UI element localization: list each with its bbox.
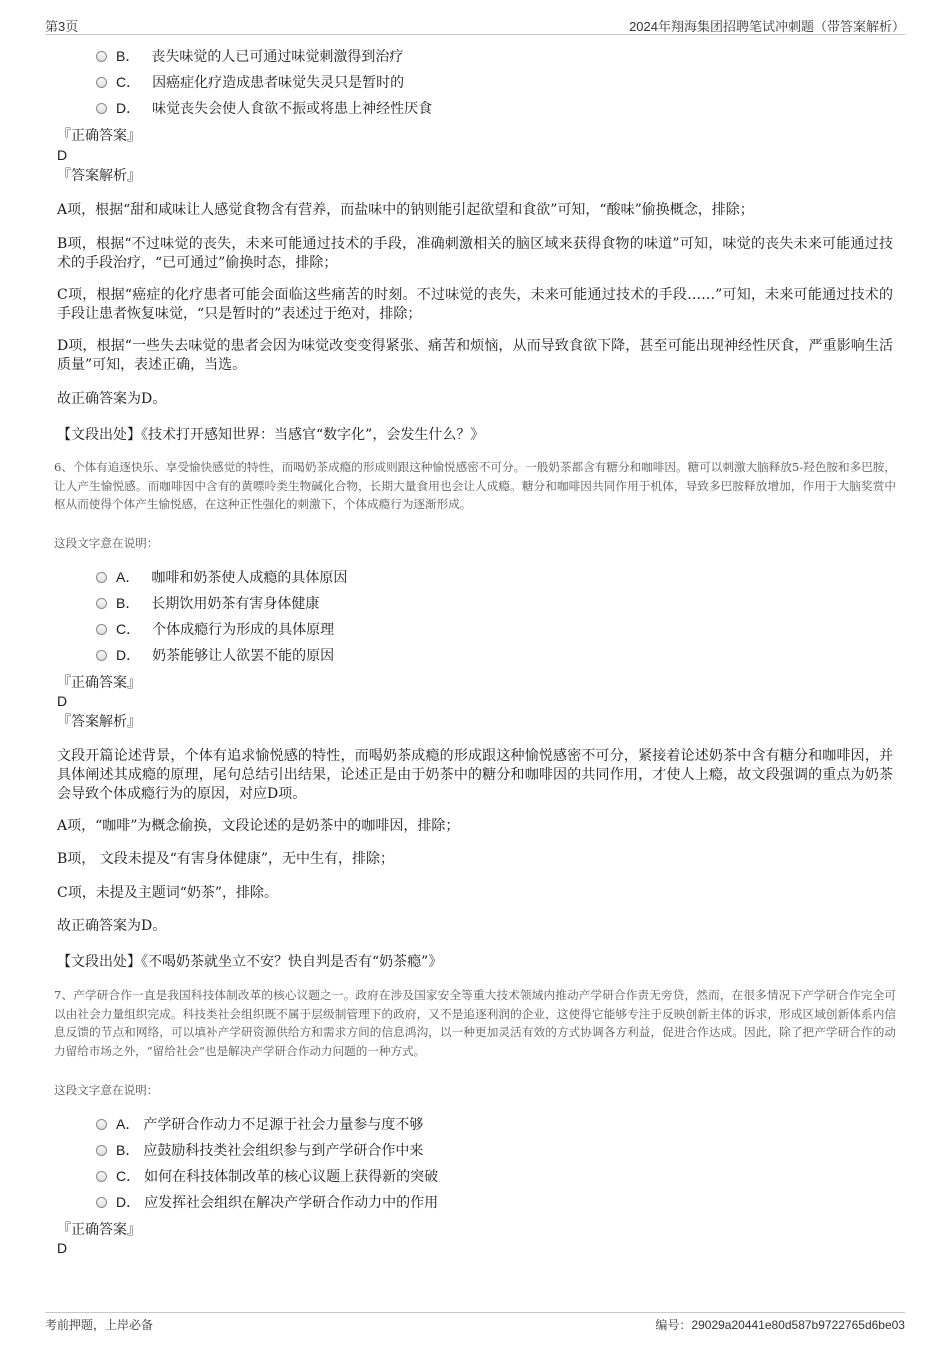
radio-icon[interactable] <box>96 77 107 88</box>
q6-stem: 6、个体有追逐快乐、享受愉快感觉的特性，而喝奶茶成瘾的形成则跟这种愉悦感密不可分。一般奶茶都含有糖分和咖啡因。糖可以刺激大脑释放5-羟色胺和多巴胺，让人产生愉悦感。而咖啡因中含有的黄嘌呤类生物碱化合物，长期大量食用也会让人成瘾。糖分和咖啡因共同作用于机体，导致多巴胺释放增加，作用于大脑奖赏中枢从而使得个体产生愉悦感，在这种正性强化的刺激下，个体成瘾行为逐渐形成。 <box>54 460 896 511</box>
q5-option-d[interactable]: D． 味觉丧失会使人食欲不振或将患上神经性厌食 <box>96 98 432 119</box>
q5-conclusion: 故正确答案为D。 <box>57 391 167 407</box>
q5-option-c[interactable]: C． 因癌症化疗造成患者味觉失灵只是暂时的 <box>96 72 404 93</box>
radio-icon[interactable] <box>96 598 107 609</box>
q7-stem: 7、产学研合作一直是我国科技体制改革的核心议题之一。政府在涉及国家安全等重大技术领域内推动产学研合作责无旁贷，然而，在很多情况下产学研合作完全可以由社会力量组织完成。科技类社会组织既不属于层级制管理下的政府，又不是追逐利润的企业，这使得它能够专注于反映创新主体的诉求，形成区域创新体系内信息反馈的节点和网络，可以填补产学研资源供给方和需求方间的信息鸿沟，以一种更加灵活有效的方式协调各方利益，促进合作达成。因此，除了把产学研合作的动力留给市场之外，“留给社会”也是解决产学研合作动力问题的一种方式。 <box>54 988 896 1058</box>
page-header <box>45 14 905 35</box>
radio-icon[interactable] <box>96 1171 107 1182</box>
q6-option-b[interactable]: B． 长期饮用奶茶有害身体健康 <box>96 593 319 614</box>
q7-option-d[interactable]: D． 应发挥社会组织在解决产学研合作动力中的作用 <box>96 1192 438 1213</box>
q7-answer: D <box>57 1240 68 1256</box>
q5-source: 【文段出处】《技术打开感知世界：当感官“数字化”，会发生什么？》 <box>57 427 485 443</box>
q6-option-a[interactable]: A． 咖啡和奶茶使人成瘾的具体原因 <box>96 567 347 588</box>
q6-option-c[interactable]: C． 个体成瘾行为形成的具体原理 <box>96 619 334 640</box>
q7-option-b[interactable]: B． 应鼓励科技类社会组织参与到产学研合作中来 <box>96 1140 423 1161</box>
q6-answer: D <box>57 693 68 709</box>
q7-prompt: 这段文字意在说明： <box>54 1083 159 1097</box>
q6-analysis-c: C项，未提及主题词“奶茶”，排除。 <box>57 885 279 901</box>
page-number: 第3页 <box>45 19 79 34</box>
q6-answer-label: 『正确答案』 <box>57 675 141 691</box>
q6-analysis-a: A项，“咖啡”为概念偷换，文段论述的是奶茶中的咖啡因，排除； <box>57 818 460 834</box>
radio-icon[interactable] <box>96 1197 107 1208</box>
document-title: 2024年翔海集团招聘笔试冲刺题（带答案解析） <box>629 19 905 34</box>
page-footer <box>45 1312 905 1335</box>
radio-icon[interactable] <box>96 103 107 114</box>
q5-analysis-b: B项，根据“不过味觉的丧失，未来可能通过技术的手段，准确刺激相关的脑区域来获得食物的味道”可知，味觉的丧失未来可能通过技术的手段治疗，“已可通过”偷换时态，排除； <box>57 236 893 271</box>
q7-option-c[interactable]: C． 如何在科技体制改革的核心议题上获得新的突破 <box>96 1166 438 1187</box>
q5-analysis-a: A项，根据“甜和咸味让人感觉食物含有营养，而盐味中的钠则能引起欲望和食欲”可知，“酸味”偷换概念，排除； <box>57 202 754 218</box>
q5-analysis-d: D项，根据“一些失去味觉的患者会因为味觉改变变得紧张、痛苦和烦恼，从而导致食欲下降，甚至可能出现神经性厌食，严重影响生活质量”可知，表述正确，当选。 <box>57 338 893 373</box>
q6-option-d[interactable]: D． 奶茶能够让人欲罢不能的原因 <box>96 645 334 666</box>
q6-analysis-b: B项， 文段未提及“有害身体健康”，无中生有，排除； <box>57 851 395 867</box>
q6-prompt: 这段文字意在说明： <box>54 536 159 550</box>
radio-icon[interactable] <box>96 1119 107 1130</box>
radio-icon[interactable] <box>96 1145 107 1156</box>
q6-source: 【文段出处】《不喝奶茶就坐立不安？快自判是否有“奶茶瘾”》 <box>57 954 443 970</box>
footer-slogan: 考前押题，上岸必备 <box>45 1318 154 1332</box>
q7-answer-label: 『正确答案』 <box>57 1222 141 1238</box>
q5-option-b[interactable]: B． 丧失味觉的人已可通过味觉刺激得到治疗 <box>96 46 403 67</box>
q6-analysis-main: 文段开篇论述背景，个体有追求愉悦感的特性，而喝奶茶成瘾的形成跟这种愉悦感密不可分，紧接着论述奶茶中含有糖分和咖啡因，并具体阐述其成瘾的原理，尾句总结引出结果，论述正是由于奶茶中的糖分和咖啡因的共同作用，才使人上瘾，故文段强调的重点为奶茶会导致个体成瘾行为的原因，对应D项。 <box>57 748 893 802</box>
q7-option-a[interactable]: A． 产学研合作动力不足源于社会力量参与度不够 <box>96 1114 423 1135</box>
q5-answer: D <box>57 147 68 163</box>
radio-icon[interactable] <box>96 624 107 635</box>
radio-icon[interactable] <box>96 51 107 62</box>
q5-analysis-label: 『答案解析』 <box>57 168 141 184</box>
radio-icon[interactable] <box>96 650 107 661</box>
document-id: 编号：29029a20441e80d587b9722765d6be03 <box>655 1318 905 1332</box>
q5-analysis-c: C项，根据“癌症的化疗患者可能会面临这些痛苦的时刻。不过味觉的丧失，未来可能通过技术的手段……”可知，未来可能通过技术的手段让患者恢复味觉，“只是暂时的”表述过于绝对，排除； <box>57 287 893 322</box>
radio-icon[interactable] <box>96 572 107 583</box>
q6-analysis-label: 『答案解析』 <box>57 714 141 730</box>
q6-conclusion: 故正确答案为D。 <box>57 918 167 934</box>
q5-answer-label: 『正确答案』 <box>57 128 141 144</box>
